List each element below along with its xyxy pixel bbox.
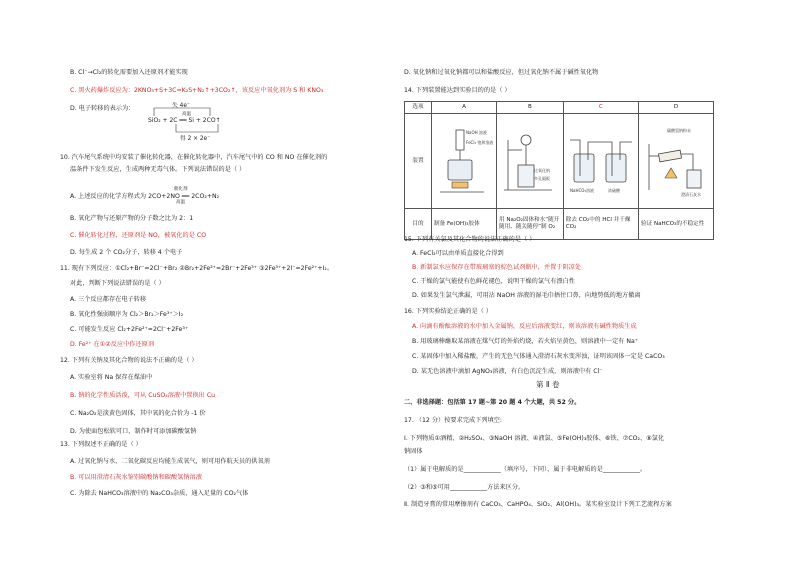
q16-option-a: A. 向滴有酚酞溶液的水中加入金属钠，反应后溶液变红，则该溶液有碱性物质生成 xyxy=(412,323,637,330)
q11-option-a: A. 三个反应都存在电子转移 xyxy=(70,296,147,303)
apparatus-b-image xyxy=(500,120,560,200)
q10-option-d: D. 每生成 2 个 CO₂分子，转移 4 个电子 xyxy=(70,249,183,256)
goal-row-label: 目的 xyxy=(405,209,432,240)
temperature-label: 高温 xyxy=(176,200,185,205)
q15-option-c: C. 干燥的氯气能使有色鲜花褪色，说明干燥的氯气有漂白性 xyxy=(412,278,575,285)
q9-option-b: B. Cl⁻→Cl₂的转化需要加入还原剂才能实现 xyxy=(70,69,188,76)
q13-option-a: A. 过氧化钠与水、二氧化碳反应均能生成氧气，则可用作航天员的供氧剂 xyxy=(70,458,270,465)
q11-stem-2: 对此，判断下列说法错误的是（ ） xyxy=(70,280,165,287)
q13-option-c: C. 为除去 NaHCO₃溶液中的 Na₂CO₃杂质，通入足量的 CO₂气体 xyxy=(70,490,249,497)
q17-part-2: （2）③和⑤可用____________方法来区分。 xyxy=(404,484,525,491)
section-heading: 二、非选择题：包括第 17 题~第 20 题 4 个大题，共 52 分。 xyxy=(404,399,581,406)
reaction-condition: 高温 xyxy=(182,112,191,117)
table-header-row xyxy=(405,102,714,114)
q12-option-b: B. 钠的化学性质活泼，可从 CuSO₄溶液中置换出 Cu xyxy=(70,392,216,399)
apparatus-table xyxy=(404,101,714,240)
q12-option-c: C. Na₂O₂是淡黄色固体，其中氧的化合价为 -1 价 xyxy=(70,410,206,417)
table-header-cell: D xyxy=(638,102,713,114)
apparatus-d-cell xyxy=(638,114,713,209)
q9-option-d: D. 电子转移的表示为： xyxy=(70,105,135,112)
q10-stem-1: 10. 汽车尾气系统中均安装了催化转化器，在催化转化器中，汽车尾气中的 CO 和 NO 在催化剂的 xyxy=(60,154,328,161)
q10-option-b: B. 氧化产物与还原产物的分子数之比为 2：1 xyxy=(70,215,194,222)
q16-option-b: B. 用玻璃棒蘸取某溶液在煤气灯的外焰灼烧，若火焰呈黄色，则溶液中一定有 Na⁺ xyxy=(412,338,639,345)
label-naoh: NaOH 溶液 xyxy=(466,129,487,135)
q9-option-c: C. 黑火药爆炸反应为：2KNO₃+S+3C=K₂S+N₂↑+3CO₂↑，该反应中氧化剂为 S 和 KNO₃ xyxy=(70,87,324,94)
q15-option-a: A. FeCl₂可以由单质直接化合得到 xyxy=(412,250,504,257)
goal-b: 用 Na₂O₂固体和水“随开随用、随关随停”制 O₂ xyxy=(497,209,564,240)
label-limewater: 澄清石灰水 xyxy=(680,191,701,197)
label-na2o2: 过氧化钠 xyxy=(533,167,550,173)
label-board: 多孔隔板 xyxy=(533,175,550,181)
apparatus-a-image xyxy=(434,120,494,200)
q11-option-d: D. Fe²⁺ 在①②反应中作还原剂 xyxy=(70,341,155,348)
q17-part-1: （1）属于电解质的是____________（填序号，下同），属于非电解质的是____________。 xyxy=(404,466,647,473)
q13-option-b: B. 可以用澄清石灰水鉴别碳酸钠和碳酸氢钠溶液 xyxy=(70,474,202,481)
table-header-cell: A xyxy=(432,102,497,114)
q11-stem-1: 11. 现有下列反应：①Cl₂+Br⁻=2Cl⁻+Br₂ ②Br₂+2Fe²⁺=2Br⁻+2Fe³⁺ ③2Fe³⁺+2I⁻=2Fe²⁺+I₂。 xyxy=(60,265,334,272)
q13-option-d: D. 氧化钠和过氧化钠都可以和盐酸反应，但过氧化钠不属于碱性氧化物 xyxy=(404,69,599,76)
q12-option-a: A. 实验室将 Na 保存在煤油中 xyxy=(70,374,153,381)
label-h2so4: 浓硫酸 xyxy=(607,187,620,193)
apparatus-c-image xyxy=(566,120,636,200)
table-goal-row xyxy=(405,209,714,240)
lose-electrons-label: 失 4e⁻ xyxy=(172,103,190,109)
q10-option-a: A. 上述反应的化学方程式为 2CO+2NO ══ 2CO₂+N₂ xyxy=(70,193,220,200)
goal-a: 制备 Fe(OH)₃胶体 xyxy=(432,209,497,240)
q16-option-c: C. 某固体中加入稀盐酸，产生的无色气体通入澄清石灰水变浑浊，证明该固体一定是 CaCO₃ xyxy=(412,353,665,360)
table-device-row xyxy=(405,114,714,209)
q15-option-b: B. 新制氯水应保存在带玻璃塞的棕色试剂瓶中，并置于阴凉处 xyxy=(412,264,582,271)
catalyst-label: 催化剂 xyxy=(174,187,188,192)
table-header-cell: C xyxy=(563,102,638,114)
q10-option-c: C. 催化转化过程，还原剂是 NO，被氧化的是 CO xyxy=(70,232,207,239)
q17-part-3: Ⅱ. 制造牙膏的常用摩擦剂有 CaCO₃、CaHPO₄、SiO₂、Al(OH)₃。某实验室设计下列工艺流程方案 xyxy=(404,501,672,508)
goal-c: 除去 CO₂中的 HCl 并干燥 CO₂ xyxy=(563,209,638,240)
table-header-cell: B xyxy=(497,102,564,114)
q16-stem: 16. 下列实验结论正确的是（ ） xyxy=(404,308,493,315)
part-two-title: 第 Ⅱ 卷 xyxy=(536,380,560,389)
q10-stem-2: 温条件下发生反应，生成两种无毒气体。下列说法错误的是（ ） xyxy=(70,166,246,173)
q11-option-b: B. 氧化性强弱顺序为 Cl₂＞Br₂＞Fe³⁺＞I₂ xyxy=(70,311,184,318)
apparatus-a-cell xyxy=(432,114,497,209)
q11-option-c: C. 可能发生反应 Cl₂+2Fe²⁺=2Cl⁻+2Fe³⁺ xyxy=(70,326,189,333)
apparatus-b-cell xyxy=(497,114,564,209)
q16-option-d: D. 某无色溶液中滴加 AgNO₃溶液，有白色沉淀生成，则溶液中有 Cl⁻ xyxy=(412,368,603,375)
q12-option-d: D. 为使面包松软可口，制作时可添加碳酸氢钠 xyxy=(70,428,197,435)
electron-transfer-diagram xyxy=(148,100,270,142)
q13-stem: 13. 下列叙述不正确的是（ ） xyxy=(60,441,142,448)
q17-items-cont: 钠固体 xyxy=(404,448,423,455)
q17-title: 17. （12 分）按要求完成下列填空: xyxy=(404,417,502,424)
q17-items: Ⅰ. 下列物质①酒精、②H₂SO₄、③NaOH 溶液、④液氯、⑤Fe(OH)₃胶体、⑥铁、⑦CO₂、⑧氯化 xyxy=(404,435,665,442)
apparatus-d-image xyxy=(641,120,711,200)
label-nahco3: NaHCO₃溶液 xyxy=(569,187,594,193)
label-fecl3: FeCl₃ 饱和溶液 xyxy=(466,139,494,145)
device-row-label: 装置 xyxy=(405,114,432,209)
gain-electrons-label: 得 2 × 2e⁻ xyxy=(180,136,211,142)
q15-option-d: D. 如果发生氯气泄漏，可用沾 NaOH 溶液的湿毛巾捂住口鼻，向地势低的地方撤离 xyxy=(412,292,641,299)
transfer-equation: SiO₂ + 2C ══ Si + 2CO↑ xyxy=(148,117,221,124)
q15-stem: 15. 下列有关氯及其化合物的说法正确的是（ ） xyxy=(404,236,536,243)
q14-stem: 14. 下列装置能达到实验目的的是（ ） xyxy=(404,87,511,94)
label-nahco3-powder: 碳酸氢钠粉末 xyxy=(666,127,691,133)
q12-stem: 12. 下列有关钠及其化合物的说法不正确的是（ ） xyxy=(60,357,198,364)
goal-d: 验证 NaHCO₃的不稳定性 xyxy=(638,209,713,240)
apparatus-c-cell xyxy=(563,114,638,209)
table-header-cell: 选项 xyxy=(405,102,432,114)
